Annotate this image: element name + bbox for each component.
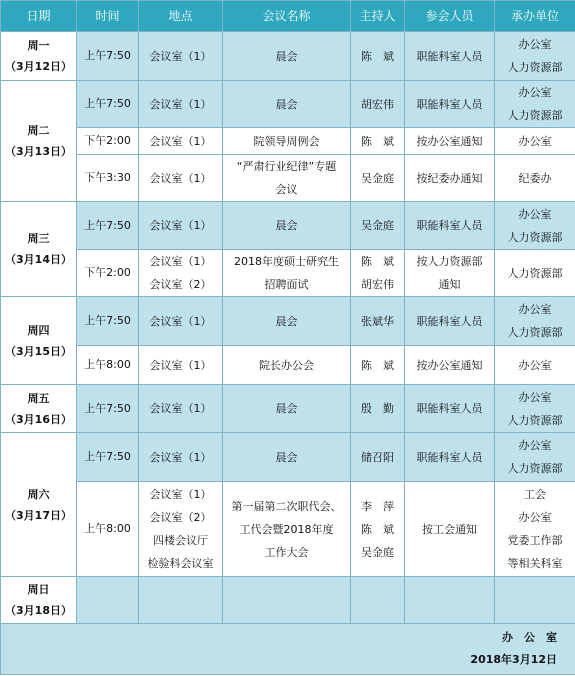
table-row	[1, 346, 575, 385]
cell-organizer-line: 办公室	[518, 38, 552, 51]
cell-time: 上午7:50	[77, 81, 139, 128]
cell-meeting-name	[223, 155, 351, 202]
cell-attendees	[405, 346, 495, 385]
cell-attendees	[405, 202, 495, 250]
cell-attendees-line: 按纪委办通知	[416, 171, 483, 185]
cell-day	[1, 385, 77, 433]
day-date: （3月16日）	[5, 412, 72, 426]
cell-organizer-line: 办公室	[518, 390, 552, 404]
cell-meeting-name-line: 2018年度硕士研究生	[234, 255, 339, 268]
cell-meeting-name	[223, 482, 351, 577]
cell-place	[139, 155, 223, 202]
cell-host-line: 殷 勤	[361, 402, 394, 415]
cell-host	[351, 346, 405, 385]
cell-attendees-line: 职能科室人员	[416, 97, 483, 111]
cell-time: 下午3:30	[77, 155, 139, 202]
cell-day	[1, 577, 77, 624]
day-label: 周四	[27, 323, 50, 337]
day-label: 周日	[27, 583, 50, 596]
cell-meeting-name	[223, 202, 351, 250]
footer-cell	[1, 624, 575, 675]
cell-place-line: 会议室（1）	[149, 255, 212, 268]
cell-organizer-line: 人力资源部	[507, 462, 563, 475]
cell-meeting-name	[223, 250, 351, 297]
header-host: 主持人	[351, 1, 405, 32]
cell-host-line: 吴金庭	[361, 171, 394, 185]
cell-organizer-line: 办公室	[518, 358, 552, 372]
cell-organizer	[495, 297, 575, 346]
header-attendees: 参会人员	[405, 1, 495, 32]
cell-host-line: 陈 斌	[361, 358, 394, 372]
cell-host-line: 陈 斌	[361, 134, 394, 148]
cell-meeting-name-line: 晨会	[275, 49, 298, 63]
cell-meeting-name	[223, 128, 351, 155]
cell-place	[139, 81, 223, 128]
cell-host	[351, 32, 405, 81]
cell-meeting-name-line: 工作大会	[264, 545, 309, 559]
cell-attendees	[405, 385, 495, 433]
cell-host	[351, 433, 405, 482]
cell-attendees	[405, 433, 495, 482]
cell-place-line: 会议室（1）	[149, 97, 212, 111]
cell-meeting-name-line: 晨会	[275, 314, 298, 328]
cell-day	[1, 297, 77, 385]
cell-place-line: 会议室（1）	[149, 314, 212, 328]
cell-place	[139, 128, 223, 155]
cell-attendees-line: 通知	[438, 278, 461, 291]
table-row	[1, 433, 575, 482]
day-label: 周三	[27, 232, 50, 245]
cell-place-line: 四楼会议厅	[153, 534, 208, 547]
cell-host-line: 李 萍	[361, 499, 394, 513]
cell-organizer-line: 纪委办	[518, 171, 552, 185]
cell-day	[1, 81, 77, 202]
cell-time: 上午8:00	[77, 482, 139, 577]
cell-host-line: 陈 斌	[361, 522, 394, 536]
table-row	[1, 155, 575, 202]
cell-organizer-line: 人力资源部	[507, 326, 563, 339]
header-time: 时间	[77, 1, 139, 32]
cell-organizer-line: 人力资源部	[507, 61, 563, 74]
cell-organizer-line: 等相关科室	[507, 557, 563, 570]
cell-host	[351, 202, 405, 250]
cell-attendees	[405, 250, 495, 297]
cell-place-line: 会议室（1）	[149, 49, 212, 63]
cell-time: 上午7:50	[77, 202, 139, 250]
cell-attendees	[405, 155, 495, 202]
cell-time: 上午7:50	[77, 297, 139, 346]
cell-day	[1, 433, 77, 577]
cell-place	[139, 202, 223, 250]
cell-place	[139, 297, 223, 346]
cell-organizer	[495, 155, 575, 202]
cell-organizer-line: 党委工作部	[507, 534, 563, 547]
day-date: （3月17日）	[5, 508, 72, 522]
header-organizer: 承办单位	[495, 1, 575, 32]
cell-organizer-line: 人力资源部	[507, 109, 563, 122]
cell-meeting-name	[223, 297, 351, 346]
cell-organizer	[495, 81, 575, 128]
cell-attendees-line: 按人力资源部	[416, 255, 483, 268]
header-meeting-name: 会议名称	[223, 1, 351, 32]
cell-meeting-name	[223, 433, 351, 482]
cell-meeting-name-line: 会议	[275, 183, 298, 196]
cell-organizer-line: 人力资源部	[507, 230, 563, 244]
cell-day	[1, 202, 77, 297]
cell-place-line: 会议室（1）	[149, 219, 212, 232]
cell-host-line: 吴金庭	[361, 545, 394, 559]
cell-attendees-line: 职能科室人员	[416, 450, 483, 464]
cell-meeting-name-line: 晨会	[275, 402, 298, 415]
cell-meeting-name-line: 工代会暨2018年度	[239, 522, 334, 536]
day-date: （3月18日）	[5, 604, 72, 617]
cell-organizer-line: 办公室	[518, 207, 552, 221]
cell-place	[139, 346, 223, 385]
cell-host-line: 张斌华	[361, 314, 394, 328]
day-label: 周六	[27, 487, 50, 501]
footer-office: 办 公 室	[502, 631, 557, 644]
cell-attendees	[405, 577, 495, 624]
cell-organizer	[495, 433, 575, 482]
cell-meeting-name	[223, 32, 351, 81]
cell-attendees-line: 职能科室人员	[416, 402, 483, 415]
cell-place-line: 会议室（1）	[149, 358, 212, 372]
cell-time: 上午8:00	[77, 346, 139, 385]
day-date: （3月15日）	[5, 344, 72, 358]
table-row	[1, 482, 575, 577]
table-row	[1, 32, 575, 81]
cell-organizer-line: 办公室	[518, 511, 552, 524]
cell-place	[139, 433, 223, 482]
schedule-body	[1, 32, 575, 624]
cell-host	[351, 297, 405, 346]
table-row	[1, 202, 575, 250]
cell-organizer	[495, 250, 575, 297]
day-label: 周二	[27, 124, 50, 137]
cell-host-line: 胡宏伟	[361, 278, 394, 291]
cell-host-line: 胡宏伟	[361, 97, 394, 111]
cell-place-line: 会议室（2）	[149, 278, 212, 291]
day-date: （3月14日）	[5, 253, 72, 266]
cell-organizer-line: 人力资源部	[507, 413, 563, 427]
cell-organizer	[495, 202, 575, 250]
cell-meeting-name-line: 院长办公会	[259, 358, 314, 372]
cell-host	[351, 250, 405, 297]
cell-attendees	[405, 128, 495, 155]
cell-organizer	[495, 32, 575, 81]
cell-attendees-line: 按办公室通知	[416, 134, 483, 148]
cell-time: 下午2:00	[77, 250, 139, 297]
cell-host	[351, 81, 405, 128]
cell-host	[351, 577, 405, 624]
table-row	[1, 250, 575, 297]
cell-attendees-line: 职能科室人员	[416, 219, 483, 232]
cell-host-line: 吴金庭	[361, 219, 394, 232]
cell-attendees-line: 职能科室人员	[416, 314, 483, 328]
cell-place-line: 会议室（1）	[149, 402, 212, 415]
cell-meeting-name-line: 第一届第二次职代会、	[231, 499, 342, 513]
cell-organizer	[495, 577, 575, 624]
cell-organizer-line: 办公室	[518, 439, 552, 452]
cell-meeting-name-line: 院领导周例会	[253, 134, 320, 148]
cell-place-line: 检验科会议室	[147, 557, 214, 570]
cell-host	[351, 128, 405, 155]
cell-meeting-name-line: 招聘面试	[264, 278, 309, 291]
day-label: 周一	[27, 39, 50, 52]
cell-meeting-name	[223, 385, 351, 433]
header-place: 地点	[139, 1, 223, 32]
cell-host-line: 陈 斌	[361, 255, 394, 268]
header-date: 日期	[1, 1, 77, 32]
cell-organizer-line: 工会	[524, 488, 546, 501]
cell-place	[139, 482, 223, 577]
cell-meeting-name	[223, 346, 351, 385]
cell-organizer	[495, 346, 575, 385]
cell-organizer	[495, 128, 575, 155]
cell-organizer-line: 办公室	[518, 134, 552, 148]
cell-meeting-name-line: 晨会	[275, 219, 298, 232]
cell-organizer-line: 人力资源部	[507, 266, 563, 280]
cell-place	[139, 577, 223, 624]
cell-time: 下午2:00	[77, 128, 139, 155]
table-row	[1, 385, 575, 433]
cell-organizer	[495, 482, 575, 577]
day-label: 周五	[27, 391, 50, 405]
cell-place-line: 会议室（1）	[149, 488, 212, 501]
cell-meeting-name-line: “严肃行业纪律”专题	[236, 160, 337, 173]
cell-host-line: 陈 斌	[361, 49, 394, 63]
cell-host	[351, 482, 405, 577]
cell-time	[77, 577, 139, 624]
cell-time: 上午7:50	[77, 385, 139, 433]
table-row	[1, 297, 575, 346]
cell-attendees-line: 职能科室人员	[416, 49, 483, 63]
table-row	[1, 81, 575, 128]
cell-attendees-line: 按办公室通知	[416, 358, 483, 372]
table-row	[1, 577, 575, 624]
cell-attendees	[405, 297, 495, 346]
cell-organizer	[495, 385, 575, 433]
cell-attendees	[405, 32, 495, 81]
cell-host	[351, 155, 405, 202]
cell-meeting-name	[223, 577, 351, 624]
cell-place-line: 会议室（1）	[149, 171, 212, 185]
cell-attendees-line: 按工会通知	[422, 522, 477, 536]
cell-time: 上午7:50	[77, 433, 139, 482]
cell-place	[139, 385, 223, 433]
footer-row	[1, 624, 575, 675]
cell-place-line: 会议室（1）	[149, 134, 212, 148]
table-row	[1, 128, 575, 155]
cell-attendees	[405, 81, 495, 128]
cell-attendees	[405, 482, 495, 577]
cell-place	[139, 32, 223, 81]
day-date: （3月12日）	[5, 60, 72, 73]
cell-host-line: 储召阳	[361, 450, 394, 464]
cell-place-line: 会议室（1）	[149, 450, 212, 464]
header-row	[1, 1, 575, 32]
cell-place-line: 会议室（2）	[149, 511, 212, 524]
cell-time: 上午7:50	[77, 32, 139, 81]
day-date: （3月13日）	[5, 145, 72, 158]
cell-place	[139, 250, 223, 297]
cell-meeting-name-line: 晨会	[275, 450, 298, 464]
cell-organizer-line: 办公室	[518, 86, 552, 99]
cell-day	[1, 32, 77, 81]
cell-meeting-name-line: 晨会	[275, 97, 298, 111]
cell-host	[351, 385, 405, 433]
cell-organizer-line: 办公室	[518, 303, 552, 316]
footer-date: 2018年3月12日	[470, 653, 557, 666]
cell-meeting-name	[223, 81, 351, 128]
